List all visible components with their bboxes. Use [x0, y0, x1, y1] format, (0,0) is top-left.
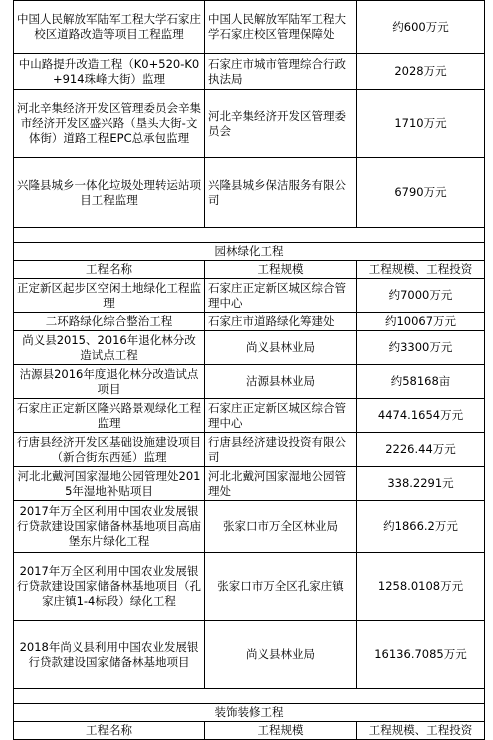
client-cell: 河北北戴河国家湿地公园管理处: [205, 467, 357, 501]
scale-cell: 16136.7085万元: [357, 621, 485, 689]
project-table: [13, 0, 485, 740]
table-row: [14, 1, 485, 54]
table-row: [14, 313, 485, 331]
client-cell: 沽源县林业局: [205, 365, 357, 399]
header-row: [14, 261, 485, 279]
client-cell: 尚义县林业局: [205, 331, 357, 365]
section-row: [14, 243, 485, 261]
section-row: [14, 704, 485, 722]
scale-cell: 6790万元: [357, 158, 485, 228]
scale-cell: 约58168亩: [357, 365, 485, 399]
section-title-decoration: 装饰装修工程: [14, 704, 485, 722]
scale-cell: 1258.0108万元: [357, 553, 485, 621]
scale-cell: 1710万元: [357, 90, 485, 158]
header-col-name: 工程名称: [14, 722, 205, 740]
table-row: [14, 54, 485, 90]
scale-cell: 4474.1654万元: [357, 399, 485, 433]
client-cell: 张家口市万全区林业局: [205, 501, 357, 553]
project-name-cell: 2017年万全区利用中国农业发展银行贷款建设国家储备林基地项目高庙堡东片绿化工程: [14, 501, 205, 553]
client-cell: 石家庄正定新区城区综合管理中心: [205, 279, 357, 313]
scale-cell: 338.2291元: [357, 467, 485, 501]
section-title-landscape: 园林绿化工程: [14, 243, 485, 261]
table-row: [14, 90, 485, 158]
table-row: [14, 279, 485, 313]
client-cell: 河北辛集经济开发区管理委员会: [205, 90, 357, 158]
table-row: [14, 158, 485, 228]
project-name-cell: 行唐县经济开发区基础设施建设项目（新合街东西延）监理: [14, 433, 205, 467]
scale-cell: 约600万元: [357, 1, 485, 54]
header-col-name: 工程名称: [14, 261, 205, 279]
project-name-cell: 尚义县2015、2016年退化林分改造试点工程: [14, 331, 205, 365]
project-name-cell: 河北北戴河国家湿地公园管理处2015年湿地补贴项目: [14, 467, 205, 501]
table-row: [14, 331, 485, 365]
table-row: [14, 399, 485, 433]
project-name-cell: 2017年万全区利用中国农业发展银行贷款建设国家储备林基地项目（孔家庄镇1-4标段）绿化工程: [14, 553, 205, 621]
table-row: [14, 433, 485, 467]
table-row: [14, 621, 485, 689]
project-name-cell: 河北辛集经济开发区管理委员会辛集市经济开发区盛兴路（垦头大街-文体街）道路工程EPC总承包监理: [14, 90, 205, 158]
header-col-scale: 工程规模: [205, 722, 357, 740]
header-col-investment: 工程规模、工程投资: [357, 261, 485, 279]
table-row: [14, 553, 485, 621]
project-name-cell: 兴隆县城乡一体化垃圾处理转运站项目工程监理: [14, 158, 205, 228]
project-name-cell: 中国人民解放军陆军工程大学石家庄校区道路改造等项目工程监理: [14, 1, 205, 54]
client-cell: 张家口市万全区孔家庄镇: [205, 553, 357, 621]
client-cell: 尚义县林业局: [205, 621, 357, 689]
project-name-cell: 沽源县2016年度退化林分改造试点项目: [14, 365, 205, 399]
table-spacer-row: [14, 228, 485, 243]
table-row: [14, 467, 485, 501]
scale-cell: 约10067万元: [357, 313, 485, 331]
client-cell: 兴隆县城乡保洁服务有限公司: [205, 158, 357, 228]
table-row: [14, 365, 485, 399]
table-row: [14, 501, 485, 553]
scale-cell: 约1866.2万元: [357, 501, 485, 553]
client-cell: 石家庄市道路绿化筹建处: [205, 313, 357, 331]
project-name-cell: 石家庄正定新区隆兴路景观绿化工程监理: [14, 399, 205, 433]
client-cell: 中国人民解放军陆军工程大学石家庄校区管理保障处: [205, 1, 357, 54]
scale-cell: 2028万元: [357, 54, 485, 90]
project-name-cell: 中山路提升改造工程（K0+520-K0+914珠峰大街）监理: [14, 54, 205, 90]
header-col-investment: 工程规模、工程投资: [357, 722, 485, 740]
scale-cell: 约7000万元: [357, 279, 485, 313]
table-spacer-row: [14, 689, 485, 704]
scale-cell: 2226.44万元: [357, 433, 485, 467]
project-name-cell: 二环路绿化综合整治工程: [14, 313, 205, 331]
scale-cell: 约3300万元: [357, 331, 485, 365]
header-col-scale: 工程规模: [205, 261, 357, 279]
client-cell: 石家庄正定新区城区综合管理中心: [205, 399, 357, 433]
client-cell: 石家庄市城市管理综合行政执法局: [205, 54, 357, 90]
project-name-cell: 正定新区起步区空闲土地绿化工程监理: [14, 279, 205, 313]
project-name-cell: 2018年尚义县利用中国农业发展银行贷款建设国家储备林基地项目: [14, 621, 205, 689]
client-cell: 行唐县经济建设投资有限公司: [205, 433, 357, 467]
